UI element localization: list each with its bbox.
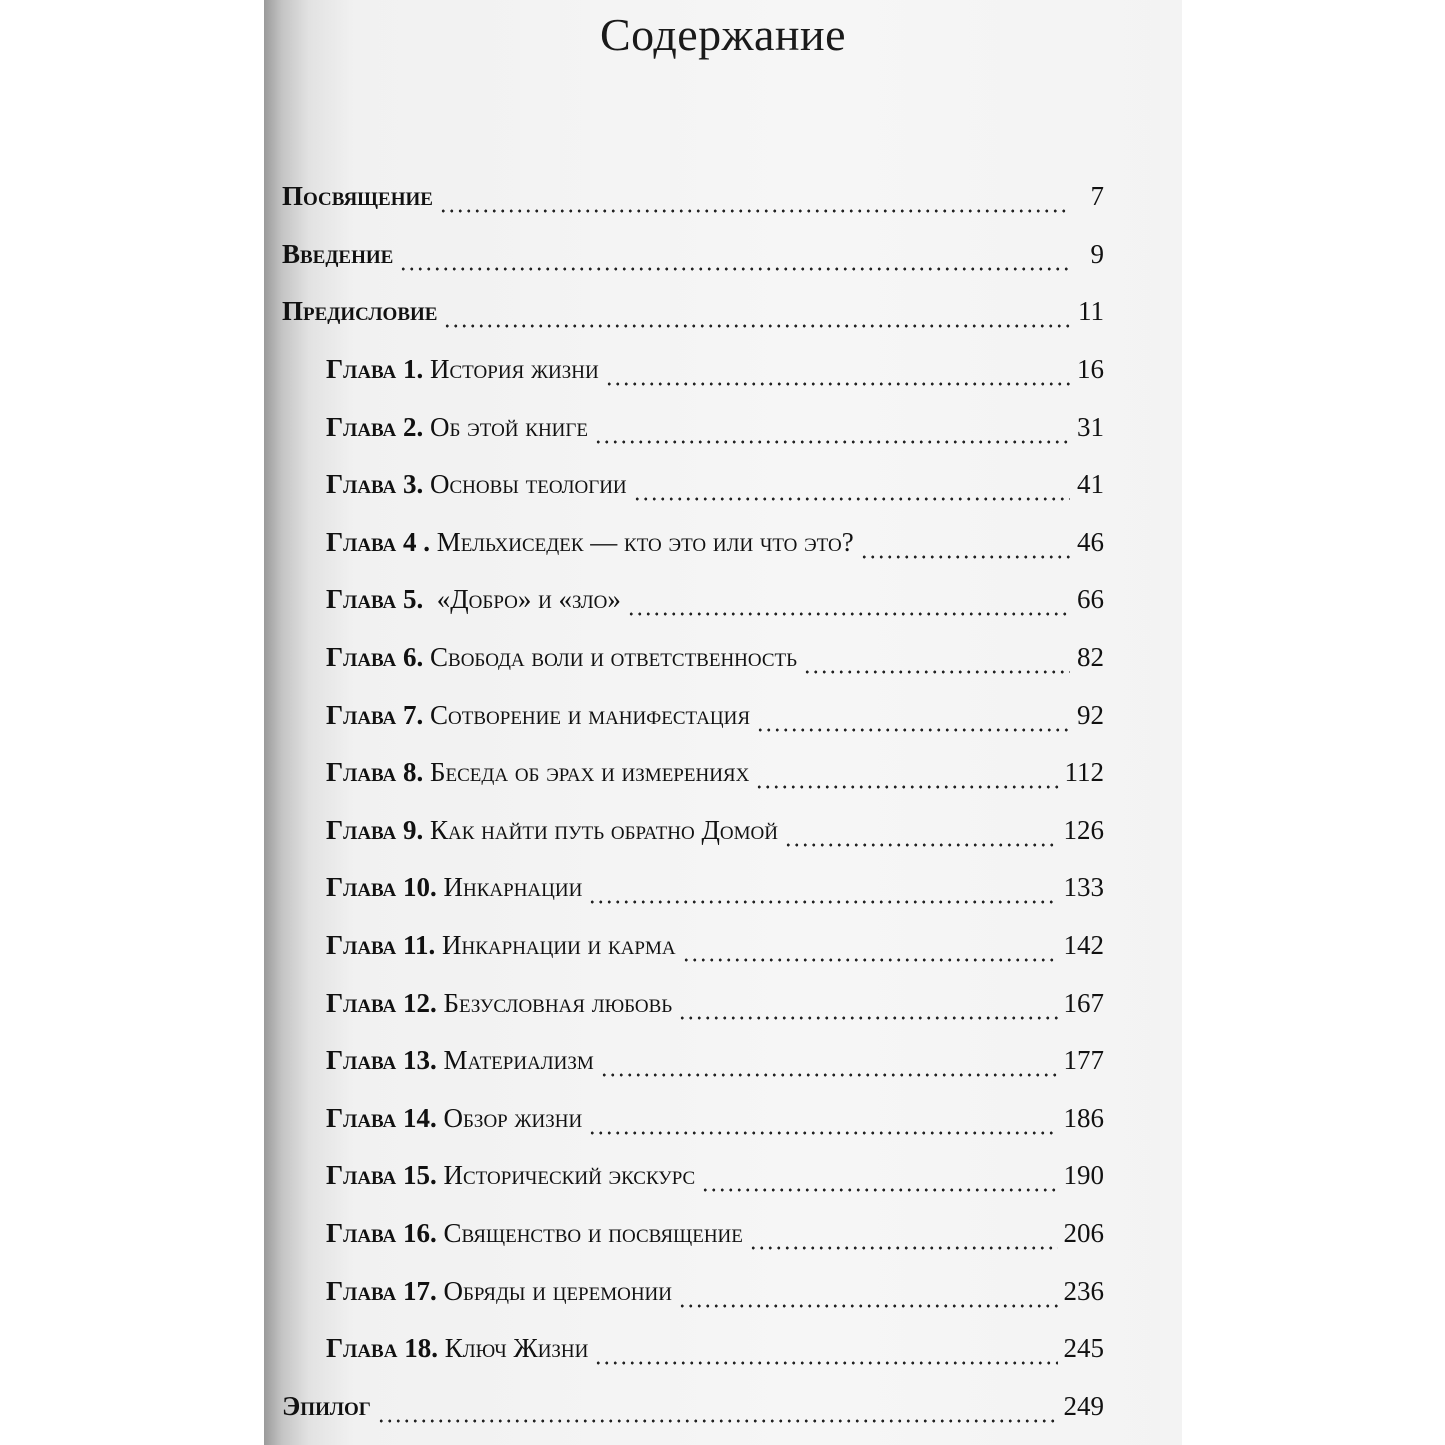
dot-leader	[600, 1051, 1058, 1078]
page-number: 190	[1063, 1160, 1104, 1191]
chapter-title: Священство и посвящение	[436, 1217, 743, 1248]
page-number: 249	[1063, 1390, 1104, 1421]
toc-entry-title	[326, 815, 778, 846]
chapter-number: Глава 13.	[326, 1045, 437, 1076]
chapter-number: Глава 11.	[326, 930, 436, 961]
dot-leader	[377, 1397, 1058, 1424]
chapter-number: Глава 5.	[326, 584, 424, 615]
chapter-title: Инкарнации и карма	[435, 930, 676, 961]
toc-entry	[282, 1205, 1104, 1263]
page-number: 9	[1090, 238, 1104, 269]
chapter-number: Глава 8.	[326, 757, 424, 788]
toc-entry	[282, 456, 1104, 514]
dot-leader	[588, 878, 1057, 905]
page-number: 11	[1078, 296, 1104, 327]
page-number: 16	[1077, 354, 1104, 385]
page-number: 142	[1063, 930, 1104, 961]
toc-entry	[282, 341, 1104, 399]
toc-entry-title	[326, 527, 854, 558]
chapter-title: Обзор жизни	[436, 1102, 583, 1133]
toc-entry	[282, 398, 1104, 456]
toc-entry-title	[326, 469, 627, 500]
chapter-number: Глава 9.	[326, 814, 424, 845]
toc-entry-title	[326, 757, 749, 788]
chapter-title: Сотворение и манифестация	[423, 699, 751, 730]
toc-entry	[282, 283, 1104, 341]
chapter-title: Введение	[282, 238, 394, 269]
page-number: 7	[1090, 181, 1104, 212]
toc-entry	[282, 168, 1104, 226]
dot-leader	[803, 648, 1070, 675]
dot-leader	[682, 936, 1058, 963]
dot-leader	[633, 475, 1070, 502]
page-number: 31	[1077, 411, 1104, 442]
page-number: 41	[1077, 469, 1104, 500]
toc-entry-title	[326, 1276, 672, 1307]
chapter-number: Глава 16.	[326, 1217, 437, 1248]
dot-leader	[588, 1109, 1057, 1136]
chapter-title: Как найти путь обратно Домой	[423, 814, 778, 845]
chapter-number: Глава 15.	[326, 1160, 437, 1191]
table-of-contents	[282, 168, 1104, 1435]
chapter-title: Мельхиседек — кто это или что это?	[430, 526, 854, 557]
toc-entry	[282, 744, 1104, 802]
toc-entry-title	[282, 1391, 371, 1422]
chapter-number: Глава 7.	[326, 699, 424, 730]
toc-entry-title	[326, 412, 588, 443]
page-number: 177	[1063, 1045, 1104, 1076]
chapter-number: Глава 14.	[326, 1102, 437, 1133]
chapter-number: Глава 1.	[326, 354, 424, 385]
page-number: 66	[1077, 584, 1104, 615]
chapter-title: Ключ Жизни	[437, 1333, 589, 1364]
chapter-number: Глава 12.	[326, 987, 437, 1018]
dot-leader	[755, 763, 1058, 790]
toc-entry	[282, 1147, 1104, 1205]
toc-entry-title	[282, 239, 393, 270]
toc-entry	[282, 1262, 1104, 1320]
page-number: 133	[1063, 872, 1104, 903]
toc-entry	[282, 571, 1104, 629]
chapter-title: Предисловие	[282, 296, 438, 327]
dot-leader	[701, 1166, 1057, 1193]
dot-leader	[399, 245, 1070, 272]
dot-leader	[678, 994, 1057, 1021]
dot-leader	[594, 1339, 1057, 1366]
toc-entry-title	[326, 584, 621, 615]
toc-entry-title	[282, 296, 437, 327]
page-number: 167	[1063, 987, 1104, 1018]
toc-entry-title	[326, 872, 582, 903]
chapter-title: Посвящение	[282, 181, 433, 212]
toc-entry-title	[326, 1045, 594, 1076]
toc-entry	[282, 1377, 1104, 1435]
page-number: 206	[1063, 1217, 1104, 1248]
dot-leader	[860, 533, 1070, 560]
page-number: 82	[1077, 642, 1104, 673]
chapter-number: Глава 2.	[326, 411, 424, 442]
dot-leader	[439, 187, 1070, 214]
dot-leader	[784, 821, 1058, 848]
dot-leader	[627, 590, 1070, 617]
toc-entry-title	[326, 1103, 582, 1134]
chapter-title: Безусловная любовь	[436, 987, 673, 1018]
chapter-title: Обряды и церемонии	[436, 1275, 672, 1306]
page-number: 245	[1063, 1333, 1104, 1364]
page-number: 186	[1063, 1102, 1104, 1133]
chapter-number: Главa 18.	[326, 1333, 438, 1364]
toc-entry	[282, 1090, 1104, 1148]
dot-leader	[443, 302, 1070, 329]
page-number: 92	[1077, 699, 1104, 730]
page-number: 126	[1063, 814, 1104, 845]
toc-entry	[282, 629, 1104, 687]
chapter-number: Глава 6.	[326, 642, 424, 673]
toc-entry	[282, 226, 1104, 284]
toc-entry	[282, 859, 1104, 917]
toc-entry-title	[282, 181, 433, 212]
toc-entry-title	[326, 354, 599, 385]
page-number: 112	[1064, 757, 1104, 788]
toc-entry	[282, 514, 1104, 572]
toc-entry	[282, 974, 1104, 1032]
toc-entry	[282, 686, 1104, 744]
toc-entry-title	[326, 1333, 588, 1364]
dot-leader	[594, 418, 1070, 445]
chapter-title: Об этой книге	[423, 411, 588, 442]
chapter-number: Глава 3.	[326, 469, 424, 500]
toc-entry-title	[326, 642, 797, 673]
toc-entry-title	[326, 988, 672, 1019]
chapter-title: История жизни	[423, 354, 599, 385]
page-title: Содержание	[599, 9, 847, 60]
page-number: 46	[1077, 526, 1104, 557]
toc-entry-title	[326, 700, 750, 731]
chapter-number: Глава 4 .	[326, 526, 431, 557]
chapter-number: Глава 17.	[326, 1275, 437, 1306]
book-page	[264, 0, 1182, 1445]
chapter-title: Инкарнации	[436, 872, 583, 903]
dot-leader	[749, 1224, 1058, 1251]
toc-entry-title	[326, 1160, 695, 1191]
chapter-title: Беседа об эрах и измерениях	[423, 757, 750, 788]
toc-entry	[282, 1032, 1104, 1090]
toc-entry-title	[326, 1218, 743, 1249]
chapter-title: Свобода воли и ответственность	[423, 642, 798, 673]
dot-leader	[756, 706, 1070, 733]
toc-entry	[282, 1320, 1104, 1378]
chapter-title: Исторический экскурс	[436, 1160, 696, 1191]
toc-entry	[282, 802, 1104, 860]
toc-entry	[282, 917, 1104, 975]
page-number: 236	[1063, 1275, 1104, 1306]
chapter-number: Глава 10.	[326, 872, 437, 903]
chapter-title: Основы теологии	[423, 469, 627, 500]
dot-leader	[678, 1282, 1058, 1309]
chapter-title: Эпилог	[282, 1390, 371, 1421]
chapter-title: Материализм	[436, 1045, 594, 1076]
chapter-title: «Добро» и «зло»	[423, 584, 621, 615]
toc-entry-title	[326, 930, 676, 961]
dot-leader	[605, 360, 1070, 387]
